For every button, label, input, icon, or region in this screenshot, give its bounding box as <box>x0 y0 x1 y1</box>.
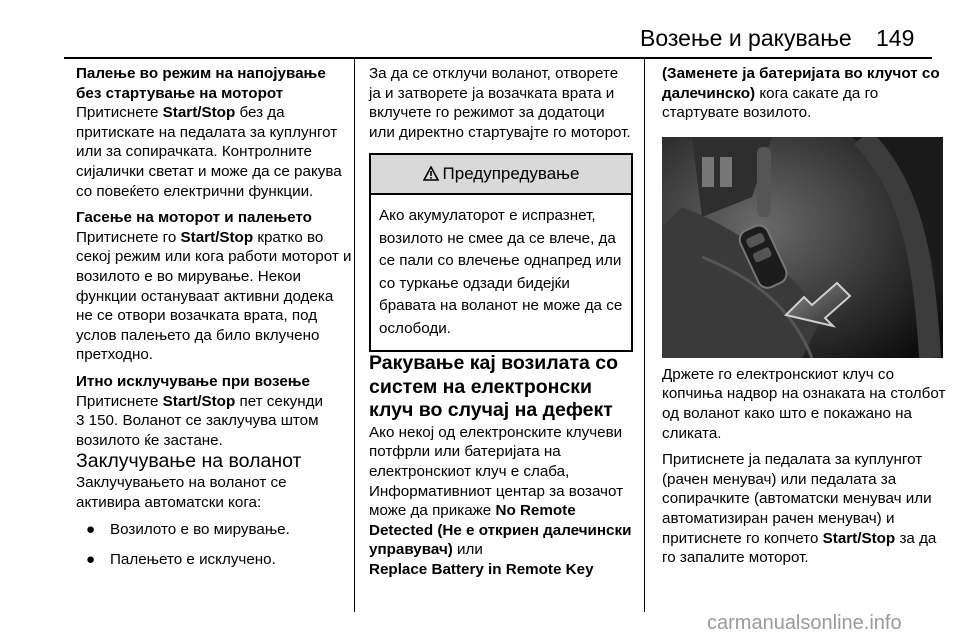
paragraph-engine-off: Притиснете го Start/Stop кратко во секој режим или кога работи моторот и возилото е во мирување. Некои функции остануваат активни додека не се отвори возачката врата, под услов палењето да било вклучено претходно. <box>76 228 352 364</box>
bullet-icon: ● <box>86 521 96 539</box>
paragraph-power-mode: Притиснете Start/Stop без да притискате на педалата за куплунгот или за сопирачката. Контролните сијалички светат и може да се ракува со повеќето електрични функции. <box>76 104 342 200</box>
list-item: ● Палењето е исклучено. <box>86 551 276 569</box>
paragraph-steering-lock: Заклучувањето на воланот се активира автоматски кога: <box>76 474 287 511</box>
warning-box <box>369 153 633 352</box>
column-3 <box>662 64 952 568</box>
paragraph-key-failure: Ако некој од електронските клучеви потфрли или батеријата на електронскиот клуч е слаба, Информативниот центар за возачот може да прикаже No Remote Detected (Не е откриен далечински управувач) или Replace Battery in Remote Key <box>369 423 632 579</box>
column-1 <box>76 64 352 580</box>
column-divider-1 <box>354 57 355 612</box>
section-heading-key-failure: Ракување кај возилата со систем на електронски клуч во случај на дефект <box>369 352 619 422</box>
section-heading-steering-lock: Заклучување на воланот <box>76 450 302 473</box>
warning-triangle-icon <box>423 157 439 195</box>
warning-title: Предупредување <box>442 164 580 184</box>
heading-engine-off: Гасење на моторот и палењето <box>76 209 312 227</box>
list-item: ● Возилото е во мирување. <box>86 521 290 539</box>
column-2 <box>369 64 633 580</box>
paragraph-press-pedal: Притиснете ја педалата за куплунгот (рачен менувач) или педалата за сопирачките (автоматски менувач или автоматизиран рачен менувач) и притиснете го копчето Start/Stop за да го запалите моторот. <box>662 451 937 567</box>
heading-emergency-off: Итно исклучување при возење <box>76 372 310 390</box>
warning-header <box>371 155 631 195</box>
paragraph-hold-key: Држете го електронскиот клуч со копчиња надвор на ознаката на столбот од воланот како што е покажано на сликата. <box>662 365 946 442</box>
paragraph-emergency-off: Притиснете Start/Stop пет секунди 3 150. Воланот се заклучува штом возилото ќе застане. <box>76 392 323 449</box>
page-reference[interactable]: 3 150 <box>76 412 115 430</box>
bullet-icon: ● <box>86 551 96 569</box>
paragraph-unlock-steering: За да се отклучи воланот, отворете ја и затворете ја возачката врата и вклучете го режимот за додатоци или директно стартувајте го моторот. <box>369 65 631 141</box>
paragraph-replace-battery: (Заменете ја батеријата во клучот со далечинско) кога сакате да го стартувате возилото. <box>662 65 940 122</box>
heading-power-mode: Палење во режим на напојување без стартување на моторот <box>76 65 326 102</box>
page-header-title: Возење и ракување <box>640 25 852 51</box>
steering-column-key-photo <box>662 137 943 358</box>
warning-text: Ако акумулаторот е испразнет, возилото не смее да се влече, да се пали со влечење однапред или со туркање одзади бидејќи бравата на воланот не може да се ослободи. <box>379 207 623 337</box>
watermark: carmanualsonline.info <box>707 612 902 634</box>
column-divider-2 <box>644 57 645 612</box>
bullet-list <box>76 520 352 569</box>
page-number: 149 <box>876 25 915 51</box>
start-stop-label: Start/Stop <box>162 104 236 122</box>
header-rule <box>64 57 932 59</box>
